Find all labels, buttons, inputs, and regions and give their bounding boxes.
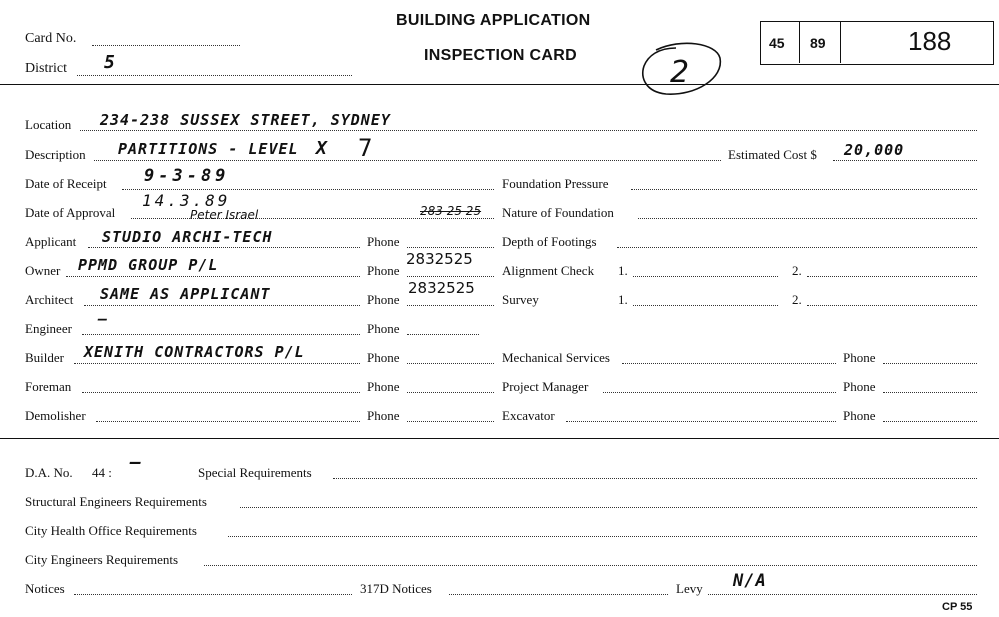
applicant-phone-label: Phone xyxy=(367,234,400,249)
city-engineers-label: City Engineers Requirements xyxy=(25,552,179,567)
owner-label: Owner xyxy=(25,263,61,278)
project-manager-field[interactable] xyxy=(603,392,836,393)
nature-foundation-field[interactable] xyxy=(638,218,977,219)
engineer-phone-label: Phone xyxy=(367,321,400,336)
location-value: 234-238 SUSSEX STREET, SYDNEY xyxy=(100,111,391,129)
owner-phone-value: 2832525 xyxy=(406,250,473,268)
city-engineers-field[interactable] xyxy=(204,565,977,566)
excavator-phone-field[interactable] xyxy=(883,421,977,422)
survey-num2: 2. xyxy=(792,292,802,307)
date-approval-value: 14.3.89 xyxy=(142,191,231,210)
excavator-label: Excavator xyxy=(502,408,555,423)
builder-phone-field[interactable] xyxy=(407,363,494,364)
engineer-value: – xyxy=(98,310,109,328)
description-level: 7 xyxy=(358,134,374,162)
owner-field[interactable] xyxy=(66,276,360,277)
special-requirements-field[interactable] xyxy=(333,478,977,479)
applicant-label: Applicant xyxy=(25,234,77,249)
builder-field[interactable] xyxy=(74,363,360,364)
levy-value: N/A xyxy=(733,571,767,591)
survey-num1: 1. xyxy=(618,292,628,307)
alignment-check-label: Alignment Check xyxy=(502,263,595,278)
mechanical-label: Mechanical Services xyxy=(502,350,610,365)
applicant-field[interactable] xyxy=(88,247,360,248)
owner-phone-label: Phone xyxy=(367,263,400,278)
card-number-box xyxy=(760,21,994,65)
title-line2: INSPECTION CARD xyxy=(424,47,577,64)
foreman-phone-field[interactable] xyxy=(407,392,494,393)
excavator-phone-label: Phone xyxy=(843,408,876,423)
architect-phone-field[interactable] xyxy=(407,305,494,306)
notices-label: Notices xyxy=(25,581,65,596)
da-label: D.A. No. xyxy=(25,465,73,480)
foreman-phone-label: Phone xyxy=(367,379,400,394)
demolisher-phone-field[interactable] xyxy=(407,421,494,422)
architect-field[interactable] xyxy=(84,305,360,306)
details-rule xyxy=(0,438,999,439)
health-label: City Health Office Requirements xyxy=(25,523,197,538)
district-field[interactable] xyxy=(77,75,352,76)
excavator-field[interactable] xyxy=(566,421,836,422)
date-receipt-field[interactable] xyxy=(122,189,494,190)
builder-phone-label: Phone xyxy=(367,350,400,365)
estimated-cost-value: 20,000 xyxy=(844,141,905,159)
special-requirements-label: Special Requirements xyxy=(198,465,312,480)
description-value: PARTITIONS - LEVEL xyxy=(118,140,299,158)
crossed-phone: 283 25 25 xyxy=(420,204,482,218)
demolisher-field[interactable] xyxy=(96,421,360,422)
project-manager-phone-label: Phone xyxy=(843,379,876,394)
handwritten-mark-text: 2 xyxy=(670,55,690,90)
mechanical-field[interactable] xyxy=(622,363,836,364)
survey-field-1[interactable] xyxy=(633,305,778,306)
district-label: District xyxy=(25,61,67,76)
demolisher-phone-label: Phone xyxy=(367,408,400,423)
engineer-field[interactable] xyxy=(82,334,360,335)
estimated-cost-label: Estimated Cost $ xyxy=(728,147,817,162)
project-manager-label: Project Manager xyxy=(502,379,589,394)
depth-footings-field[interactable] xyxy=(617,247,977,248)
architect-value: SAME AS APPLICANT xyxy=(100,285,271,303)
box-num1: 45 xyxy=(769,35,785,51)
owner-value: PPMD GROUP P/L xyxy=(78,256,219,274)
engineer-label: Engineer xyxy=(25,321,72,336)
box-num3: 188 xyxy=(908,26,952,56)
demolisher-label: Demolisher xyxy=(25,408,86,423)
date-receipt-value: 9-3-89 xyxy=(144,166,230,186)
survey-field-2[interactable] xyxy=(807,305,977,306)
footer-code: CP 55 xyxy=(942,601,973,613)
architect-label: Architect xyxy=(25,292,74,307)
alignment-num1: 1. xyxy=(618,263,628,278)
card-no-label: Card No. xyxy=(25,31,77,46)
date-approval-field[interactable] xyxy=(131,218,494,219)
mechanical-phone-label: Phone xyxy=(843,350,876,365)
foundation-pressure-field[interactable] xyxy=(631,189,977,190)
alignment-field-1[interactable] xyxy=(633,276,778,277)
project-manager-phone-field[interactable] xyxy=(883,392,977,393)
applicant-value: STUDIO ARCHI-TECH xyxy=(102,228,273,246)
box-num2: 89 xyxy=(810,35,826,51)
da-value: 44 : xyxy=(92,465,112,480)
handwritten-circle-mark xyxy=(636,38,726,100)
foreman-field[interactable] xyxy=(82,392,360,393)
engineer-phone-field[interactable] xyxy=(407,334,479,335)
nature-foundation-label: Nature of Foundation xyxy=(502,205,614,220)
district-value: 5 xyxy=(104,52,116,73)
owner-phone-field[interactable] xyxy=(407,276,494,277)
date-approval-label: Date of Approval xyxy=(25,205,116,220)
levy-field[interactable] xyxy=(708,594,977,595)
notices-317d-field[interactable] xyxy=(449,594,668,595)
structural-field[interactable] xyxy=(240,507,977,508)
title-line1: BUILDING APPLICATION xyxy=(396,12,591,29)
applicant-note: Peter Israel xyxy=(190,208,259,222)
foundation-pressure-label: Foundation Pressure xyxy=(502,176,609,191)
health-field[interactable] xyxy=(228,536,977,537)
notices-317d-label: 317D Notices xyxy=(360,581,432,596)
architect-phone-value: 2832525 xyxy=(408,279,475,297)
estimated-cost-field[interactable] xyxy=(833,160,977,161)
architect-phone-label: Phone xyxy=(367,292,400,307)
builder-label: Builder xyxy=(25,350,64,365)
description-label: Description xyxy=(25,147,86,162)
description-crossed: X xyxy=(316,138,328,159)
builder-value: XENITH CONTRACTORS P/L xyxy=(84,343,305,361)
mechanical-phone-field[interactable] xyxy=(883,363,977,364)
location-field[interactable] xyxy=(80,130,977,131)
structural-label: Structural Engineers Requirements xyxy=(25,494,207,509)
levy-label: Levy xyxy=(676,581,703,596)
card-no-field[interactable] xyxy=(92,45,240,46)
survey-label: Survey xyxy=(502,292,539,307)
da-dash: — xyxy=(130,452,142,473)
location-label: Location xyxy=(25,117,72,132)
description-field[interactable] xyxy=(94,160,721,161)
alignment-field-2[interactable] xyxy=(807,276,977,277)
foreman-label: Foreman xyxy=(25,379,72,394)
notices-field[interactable] xyxy=(74,594,352,595)
alignment-num2: 2. xyxy=(792,263,802,278)
header-rule xyxy=(0,84,999,85)
applicant-phone-field[interactable] xyxy=(407,247,494,248)
date-receipt-label: Date of Receipt xyxy=(25,176,107,191)
depth-footings-label: Depth of Footings xyxy=(502,234,597,249)
